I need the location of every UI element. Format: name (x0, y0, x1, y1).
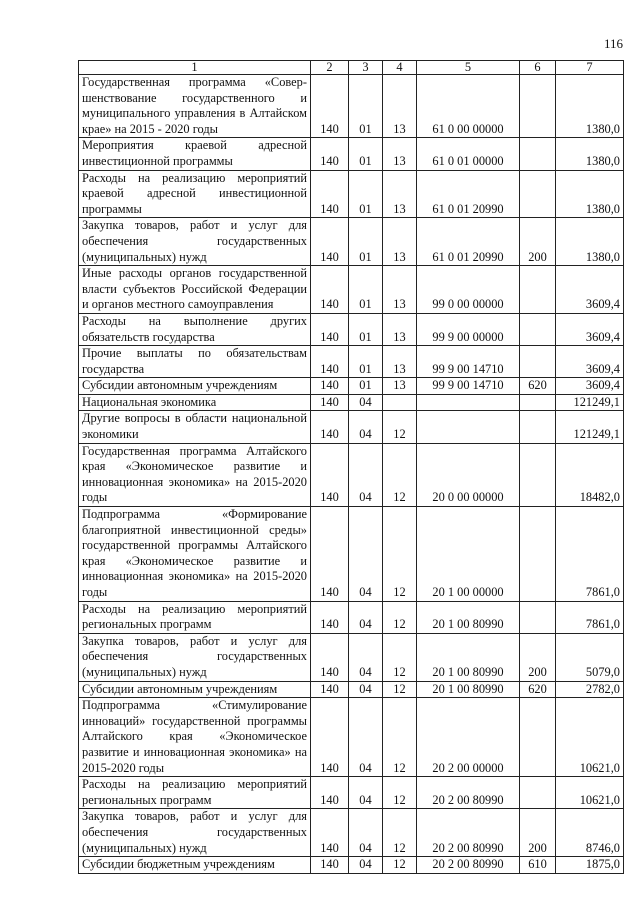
row-expense-type: 620 (520, 378, 556, 395)
column-header-target-article: 5 (417, 61, 520, 75)
row-section-code: 01 (349, 378, 383, 395)
row-section-code: 04 (349, 394, 383, 411)
row-expense-type (520, 266, 556, 314)
table-row (79, 698, 624, 777)
column-header-ministry: 2 (311, 61, 349, 75)
row-ministry-code: 140 (311, 633, 349, 681)
row-expense-type (520, 411, 556, 443)
row-section-code: 01 (349, 75, 383, 138)
row-subsection-code: 12 (383, 857, 417, 874)
row-subsection-code: 12 (383, 633, 417, 681)
row-section-code: 01 (349, 138, 383, 170)
table-row (79, 75, 624, 138)
column-header-section: 3 (349, 61, 383, 75)
row-amount: 5079,0 (556, 633, 624, 681)
table-row (79, 346, 624, 378)
row-ministry-code: 140 (311, 75, 349, 138)
row-name: Прочие выплаты по обязательствам государства (79, 346, 311, 378)
row-target-article: 20 2 00 00000 (417, 698, 520, 777)
row-subsection-code: 12 (383, 601, 417, 633)
row-section-code: 04 (349, 698, 383, 777)
row-expense-type (520, 313, 556, 345)
row-name: Закупка товаров, работ и услуг для обеспечения государственных (муниципальных) нужд (79, 633, 311, 681)
row-subsection-code: 13 (383, 266, 417, 314)
row-name: Государственная программа Алтайского края «Экономическое развитие и инновационная экономика» на 2015-2020 годы (79, 443, 311, 506)
row-expense-type (520, 698, 556, 777)
row-ministry-code: 140 (311, 443, 349, 506)
row-name: Субсидии автономным учреждениям (79, 378, 311, 395)
row-name: Подпрограмма «Стимулирование инноваций» государственной программы Алтайского края «Экономическое развитие и инновационная экономика» на 2015-2020 годы (79, 698, 311, 777)
table-row (79, 857, 624, 874)
row-name: Субсидии бюджетным учреждениям (79, 857, 311, 874)
table-row (79, 809, 624, 857)
row-target-article: 20 2 00 80990 (417, 857, 520, 874)
row-expense-type (520, 777, 556, 809)
table-row (79, 266, 624, 314)
table-row (79, 507, 624, 602)
table-row (79, 313, 624, 345)
row-amount: 121249,1 (556, 411, 624, 443)
row-amount: 1380,0 (556, 75, 624, 138)
row-name: Другие вопросы в области национальной экономики (79, 411, 311, 443)
row-section-code: 04 (349, 443, 383, 506)
row-ministry-code: 140 (311, 809, 349, 857)
row-target-article: 99 0 00 00000 (417, 266, 520, 314)
row-subsection-code: 12 (383, 809, 417, 857)
table-body (79, 75, 624, 874)
row-target-article: 20 1 00 80990 (417, 681, 520, 698)
page-number: 116 (604, 36, 624, 51)
row-expense-type (520, 507, 556, 602)
row-section-code: 01 (349, 266, 383, 314)
row-name: Закупка товаров, работ и услуг для обеспечения государственных (муниципальных) нужд (79, 218, 311, 266)
row-section-code: 01 (349, 346, 383, 378)
row-section-code: 04 (349, 857, 383, 874)
row-amount: 10621,0 (556, 698, 624, 777)
row-name: Национальная экономика (79, 394, 311, 411)
row-amount: 1875,0 (556, 857, 624, 874)
row-ministry-code: 140 (311, 346, 349, 378)
row-ministry-code: 140 (311, 857, 349, 874)
row-subsection-code: 13 (383, 170, 417, 218)
row-subsection-code: 13 (383, 138, 417, 170)
row-name: Подпрограмма «Формирование благоприятной инвестиционной среды» государственной программы Алтайского края «Экономическое развитие и инновационная экономика» на 2015-2020 годы (79, 507, 311, 602)
row-target-article: 20 1 00 80990 (417, 601, 520, 633)
row-amount: 8746,0 (556, 809, 624, 857)
row-subsection-code: 12 (383, 681, 417, 698)
row-name: Расходы на выполнение других обязательств государства (79, 313, 311, 345)
table-row (79, 633, 624, 681)
row-expense-type: 200 (520, 218, 556, 266)
row-amount: 3609,4 (556, 313, 624, 345)
column-header-subsection: 4 (383, 61, 417, 75)
row-section-code: 04 (349, 809, 383, 857)
row-target-article (417, 411, 520, 443)
row-target-article: 20 2 00 80990 (417, 777, 520, 809)
row-amount: 18482,0 (556, 443, 624, 506)
row-expense-type (520, 138, 556, 170)
row-amount: 3609,4 (556, 346, 624, 378)
row-expense-type (520, 394, 556, 411)
row-name: Расходы на реализацию мероприятий региональных программ (79, 601, 311, 633)
column-header-expense-type: 6 (520, 61, 556, 75)
row-amount: 3609,4 (556, 378, 624, 395)
row-ministry-code: 140 (311, 681, 349, 698)
row-expense-type: 200 (520, 633, 556, 681)
row-target-article: 61 0 01 20990 (417, 170, 520, 218)
row-ministry-code: 140 (311, 313, 349, 345)
row-name: Закупка товаров, работ и услуг для обеспечения государственных (муниципальных) нужд (79, 809, 311, 857)
row-target-article: 61 0 00 00000 (417, 75, 520, 138)
row-subsection-code: 13 (383, 378, 417, 395)
row-ministry-code: 140 (311, 601, 349, 633)
table-row (79, 218, 624, 266)
row-name: Расходы на реализацию мероприятий краевой адресной инвестиционной программы (79, 170, 311, 218)
column-header-name: 1 (79, 61, 311, 75)
row-amount: 121249,1 (556, 394, 624, 411)
row-amount: 10621,0 (556, 777, 624, 809)
row-section-code: 01 (349, 218, 383, 266)
table-row (79, 394, 624, 411)
row-subsection-code: 13 (383, 346, 417, 378)
row-target-article: 61 0 01 20990 (417, 218, 520, 266)
row-ministry-code: 140 (311, 507, 349, 602)
row-subsection-code: 12 (383, 698, 417, 777)
row-ministry-code: 140 (311, 411, 349, 443)
row-target-article: 20 2 00 80990 (417, 809, 520, 857)
row-name: Мероприятия краевой адресной инвестиционной программы (79, 138, 311, 170)
row-target-article: 61 0 01 00000 (417, 138, 520, 170)
row-section-code: 04 (349, 507, 383, 602)
budget-table (78, 60, 624, 874)
table-row (79, 138, 624, 170)
row-amount: 2782,0 (556, 681, 624, 698)
row-section-code: 04 (349, 777, 383, 809)
row-expense-type: 200 (520, 809, 556, 857)
table-row (79, 170, 624, 218)
row-target-article: 99 9 00 00000 (417, 313, 520, 345)
row-ministry-code: 140 (311, 698, 349, 777)
row-target-article: 99 9 00 14710 (417, 378, 520, 395)
table-header-row (79, 61, 624, 75)
row-subsection-code: 13 (383, 75, 417, 138)
row-section-code: 04 (349, 633, 383, 681)
row-section-code: 01 (349, 313, 383, 345)
row-name: Субсидии автономным учреждениям (79, 681, 311, 698)
row-target-article: 20 1 00 00000 (417, 507, 520, 602)
row-ministry-code: 140 (311, 138, 349, 170)
row-expense-type (520, 601, 556, 633)
table-row (79, 378, 624, 395)
row-expense-type: 620 (520, 681, 556, 698)
row-section-code: 01 (349, 170, 383, 218)
row-subsection-code: 12 (383, 443, 417, 506)
row-amount: 3609,4 (556, 266, 624, 314)
row-target-article: 20 1 00 80990 (417, 633, 520, 681)
row-section-code: 04 (349, 411, 383, 443)
table-row (79, 681, 624, 698)
row-amount: 1380,0 (556, 138, 624, 170)
column-header-amount: 7 (556, 61, 624, 75)
row-expense-type (520, 75, 556, 138)
row-ministry-code: 140 (311, 218, 349, 266)
row-expense-type (520, 443, 556, 506)
row-expense-type (520, 170, 556, 218)
row-subsection-code: 12 (383, 507, 417, 602)
row-ministry-code: 140 (311, 394, 349, 411)
row-expense-type (520, 346, 556, 378)
table-row (79, 443, 624, 506)
row-amount: 1380,0 (556, 170, 624, 218)
row-subsection-code: 12 (383, 777, 417, 809)
row-amount: 7861,0 (556, 601, 624, 633)
row-ministry-code: 140 (311, 378, 349, 395)
row-ministry-code: 140 (311, 170, 349, 218)
row-name: Государственная программа «Совер-шенствование государственного и муниципального управления в Алтайском крае» на 2015 - 2020 годы (79, 75, 311, 138)
row-subsection-code (383, 394, 417, 411)
row-ministry-code: 140 (311, 777, 349, 809)
row-target-article (417, 394, 520, 411)
table-row (79, 411, 624, 443)
row-section-code: 04 (349, 681, 383, 698)
row-name: Расходы на реализацию мероприятий региональных программ (79, 777, 311, 809)
row-ministry-code: 140 (311, 266, 349, 314)
row-subsection-code: 13 (383, 313, 417, 345)
row-subsection-code: 13 (383, 218, 417, 266)
row-expense-type: 610 (520, 857, 556, 874)
row-section-code: 04 (349, 601, 383, 633)
row-target-article: 99 9 00 14710 (417, 346, 520, 378)
row-amount: 7861,0 (556, 507, 624, 602)
row-subsection-code: 12 (383, 411, 417, 443)
table-row (79, 601, 624, 633)
row-amount: 1380,0 (556, 218, 624, 266)
row-target-article: 20 0 00 00000 (417, 443, 520, 506)
row-name: Иные расходы органов государственной власти субъектов Российской Федерации и органов местного самоуправления (79, 266, 311, 314)
table-row (79, 777, 624, 809)
